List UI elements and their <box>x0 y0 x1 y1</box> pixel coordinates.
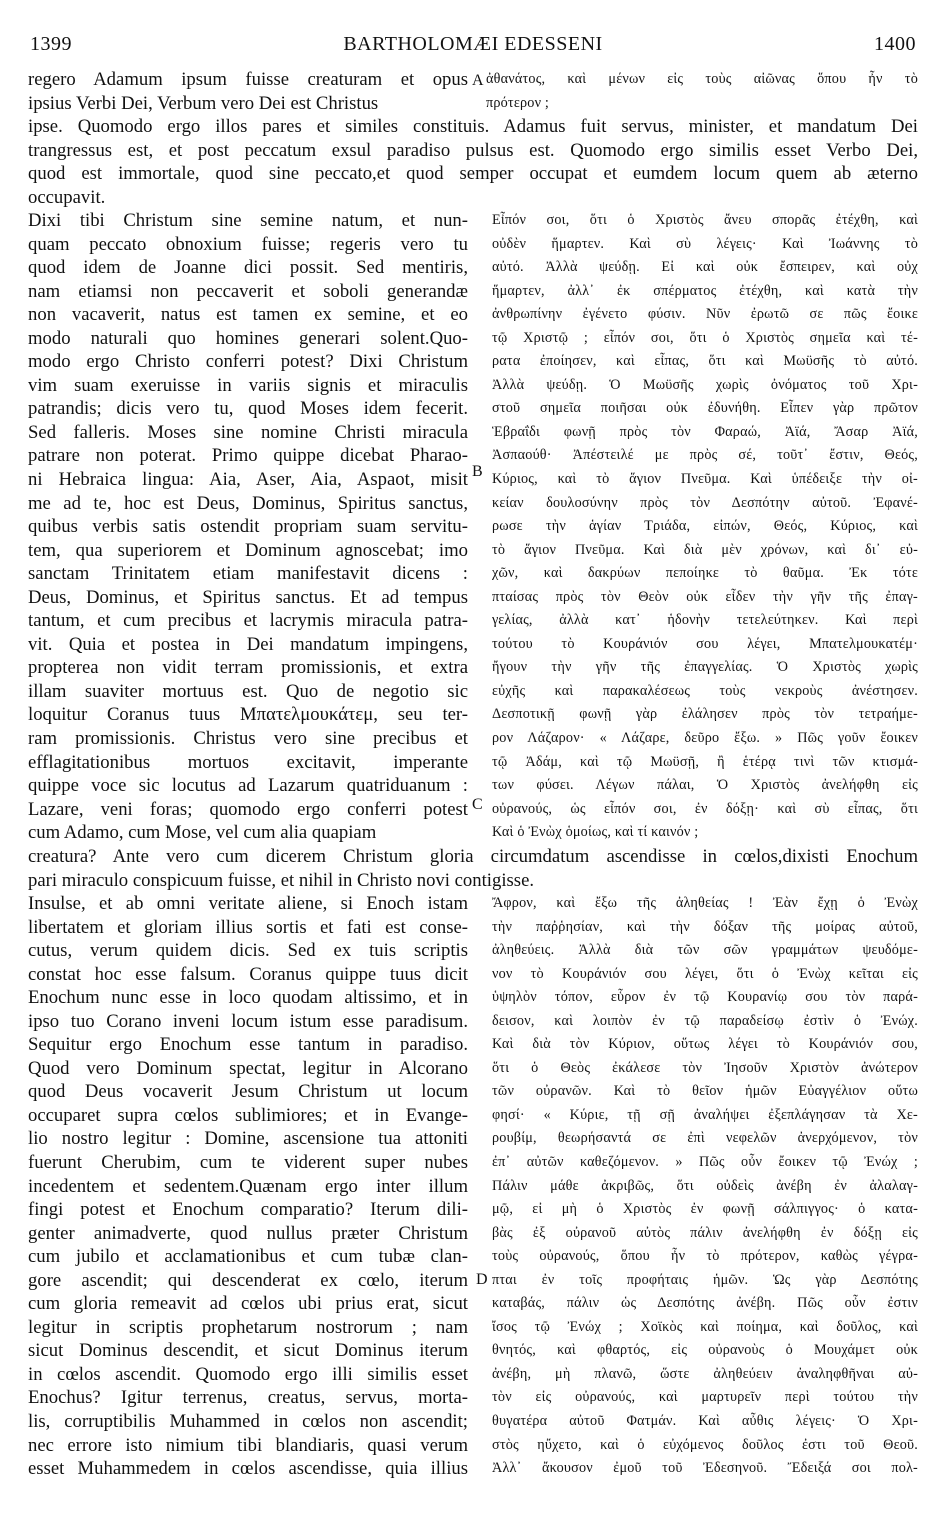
text-line: Ἑβραΐδι φωνῇ πρὸς τὸν Φαραώ, Ἀϊά, Ἄσαρ Ἀϊά, <box>492 423 918 440</box>
text-line: τῶν οὐρανῶν. Καὶ τὸ θεῖον ἡμῶν Εὐαγγέλιον οὕτω <box>492 1083 918 1100</box>
text-line: θυγατέρα αὐτοῦ Φατμάν. Καὶ αὖθις λέγεις· Ὁ Χρι- <box>492 1413 918 1430</box>
text-line: τὸν εἰς οὐρανούς, καὶ μαρτυρεῖν περὶ τούτου τὴν <box>492 1389 918 1406</box>
text-line: οὐδὲν ἥμαρτεν. Καὶ σὺ λέγεις· Καὶ Ἰωάννης τὸ <box>492 235 918 252</box>
margin-marker-d: D <box>476 1271 488 1288</box>
text-line: Καὶ ὁ Ἐνὼχ ὁμοίως, καὶ τί καινόν ; <box>492 824 699 841</box>
text-line: constat hoc esse falsum. Coranus quippe tuus dicit <box>28 963 468 985</box>
text-line: οὐρανούς, ὡς εἶπόν σοι, ἐν δόξῃ· καὶ σὺ εἶπας, ὅτι <box>492 800 918 817</box>
text-line: βὰς ἐξ οὐρανοῦ αὐτὸς πάλιν ἀνελήφθη ἐν δόξῃ εἰς <box>492 1224 918 1241</box>
text-line: Enochum nunc esse in loco quodam altissimo, et in <box>28 987 468 1009</box>
text-line: στὸς ηὔχετο, καὶ ὁ εὐχόμενος δοῦλος ἐστι τοῦ Θεοῦ. <box>492 1436 918 1453</box>
text-line: Dixi tibi Christum sine semine natum, et nun- <box>28 210 468 231</box>
text-line: trangressus est, et post peccatum exsul paradiso pulsus est. Quomodo ergo similis esset Verbo Dei, <box>28 139 918 161</box>
text-line: fingi potest et Enochum comparatio? Iterum dili- <box>28 1199 468 1221</box>
text-line: modo naturali quo homines generari solent.Quo- <box>28 327 468 349</box>
text-line: sicut Dominus descendit, et sicut Dominus iterum <box>28 1340 468 1362</box>
text-line: πται ἐν τοῖς προφήταις ἡμῶν. Ὡς γὰρ Δεσπότης <box>492 1271 918 1288</box>
text-line: modo ergo Christo conferri potest? Dixi Christum <box>28 351 468 373</box>
text-line: creatura? Ante vero cum dicerem Christum gloria circumdatum ascendisse in cœlos,dixisti Enochum <box>28 846 918 867</box>
text-line: Εἶπόν σοι, ὅτι ὁ Χριστὸς ἄνευ σπορᾶς ἐτέχθη, καὶ <box>492 212 918 228</box>
text-line: ἴσος τῷ Ἐνώχ ; Χοϊκὸς καὶ ποίημα, καὶ δοῦλος, καὶ <box>492 1318 918 1335</box>
text-line: nec errore isto nimium tibi blandiaris, quasi verum <box>28 1434 468 1456</box>
text-line: cutus, verum quidem dicis. Sed ex tuis scriptis <box>28 940 468 962</box>
text-line: Lazare, veni foras; quomodo ergo conferri potest <box>28 798 468 820</box>
text-line: quod idem de Joanne dici possit. Sed mentiris, <box>28 257 468 279</box>
text-line: γελίας, ἀλλὰ κατ᾽ ἡδονὴν τετελεύτηκεν. Καὶ περὶ <box>492 612 918 629</box>
text-line: ἤγουν τὴν γῆν τῆς ἐπαγγελίας. Ὁ Χριστὸς χωρὶς <box>492 659 918 676</box>
text-line: efflagitationibus mortuos excitavit, imperante <box>28 751 468 773</box>
text-line: occuparet supra cœlos sublimiores; et in Evange- <box>28 1104 468 1126</box>
text-line: patrare non poterat. Primo quippe dicebat Pharao- <box>28 445 468 467</box>
left-column-number: 1399 <box>30 33 72 55</box>
text-line: Κύριος, καὶ τὸ ἅγιον Πνεῦμα. Καὶ ὑπέδειξε τὴν οἰ- <box>492 471 918 488</box>
running-title: BARTHOLOMÆI EDESSENI <box>343 33 603 55</box>
text-line: φησί· « Κύριε, τῇ σῇ ἀναλήψει ἐξεπλάγησαν τὰ Χε- <box>492 1106 918 1123</box>
text-line: regero Adamum ipsum fuisse creaturam et opus <box>28 69 468 90</box>
text-line: δεισον, καὶ λοιπὸν ἐν τῷ παραδείσῳ ἐστὶν ὁ Ἐνώχ. <box>492 1012 918 1029</box>
text-line: ρατα ἐποίησεν, καὶ εἶπας, ὅτι καὶ Μωϋσῆς τὸ αὐτό. <box>492 353 918 370</box>
text-line: quod est immortale, quod sine peccato,et quod semper occupat et eumdem locum quem ab æterno <box>28 163 918 185</box>
text-line: πρότερον ; <box>486 94 550 111</box>
text-line: ρωσε τὴν ἁγίαν Τριάδα, εἰπών, Θεός, Κύριος, καὶ <box>492 518 918 535</box>
text-line: fuerunt Cherubim, cum te viderent super nubes <box>28 1152 468 1174</box>
text-line: illam suaviter mortuus est. Quo de negotio sic <box>28 680 468 702</box>
text-line: ipsius Verbi Dei, Verbum vero Dei est Christus <box>28 92 379 114</box>
text-line: στοῦ σημεῖα ποιῆσαι οὐκ ἐδυνήθη. Εἶπεν γὰρ πρῶτον <box>492 400 918 417</box>
text-line: Enochus? Igitur terrenus, creatus, servus, morta- <box>28 1387 468 1409</box>
margin-marker-c: C <box>472 796 483 813</box>
text-line: Δεσποτικῇ φωνῇ γὰρ ἐλάλησεν πρὸς τὸν τετραήμε- <box>492 706 918 723</box>
text-line: quam peccato obnoxium fuisse; regeris vero tu <box>28 233 468 255</box>
text-line: ὑψηλὸν τόπον, εὗρον ἐν τῷ Κουρανίῳ σου τὸν παρά- <box>492 989 918 1006</box>
text-line: cum jubilo et acclamationibus et cum tubæ clan- <box>28 1246 468 1268</box>
text-line: occupavit. <box>28 186 106 208</box>
text-line: me ad te, hoc est Deus, Dominus, Spiritus sanctus, <box>28 492 468 514</box>
text-line: Ἀσπαούθ· Ἀπέστειλέ με πρὸς σέ, τοῦτ᾽ ἔστιν, Θεός, <box>492 447 918 464</box>
text-line: ἐπ᾽ αὐτῶν καθεζόμενον. » Πῶς οὖν ἔοικεν τῷ Ἐνώχ ; <box>492 1154 918 1171</box>
text-line: των φύσει. Λέγων πάλαι, Ὁ Χριστὸς ἀνελήφθη εἰς <box>492 777 918 794</box>
text-line: Ἀλλὰ ψεύδῃ. Ὁ Μωϋσῆς χωρὶς ὀνόματος τοῦ Χρι- <box>492 376 918 393</box>
text-line: Sequitur ergo Enochum esse tantum in paradiso. <box>28 1034 468 1056</box>
text-line: ρον Λάζαρον· « Λάζαρε, δεῦρο ἔξω. » Πῶς γοῦν ἔοικεν <box>492 730 918 747</box>
text-line: ipso tuo Corano inveni locum istum esse paradisum. <box>28 1010 468 1032</box>
text-line: cum gloria remeavit ad cœlos ubi prius erat, sicut <box>28 1293 468 1315</box>
text-line: libertatem et gloriam illius sortis et fati est conse- <box>28 916 468 938</box>
text-line: legitur in scriptis prophetarum nostrorum ; nam <box>28 1316 468 1338</box>
text-line: esset Muhammedem in cœlos ascendisse, quia illius <box>28 1458 468 1480</box>
running-header <box>30 33 916 57</box>
text-line: τῷ Ἀδάμ, καὶ τῷ Μωϋσῇ, ἢ ἑτέρᾳ τινὶ τῶν κτισμά- <box>492 753 918 770</box>
text-line: καταβάς, πάλιν ὡς Δεσπότης ἀνέβη. Πῶς οὖν ἐστιν <box>492 1295 918 1312</box>
text-line: ipse. Quomodo ergo illos pares et similes constituis. Adamus fuit servus, minister, et mandatum Dei <box>28 116 918 137</box>
text-line: nam etiamsi non peccaverit et soboli generandæ <box>28 280 468 302</box>
text-line: quippe voce sic locutus ad Lazarum quatriduanum : <box>28 775 468 797</box>
text-line: incedentem et sedentem.Quænam ergo inter illum <box>28 1175 468 1197</box>
text-line: εὐχῆς καὶ παρακαλέσεως τοὺς νεκροὺς ἀνέστησεν. <box>492 682 918 699</box>
text-line: patrandis; dicis vero tu, quod Moses idem fecerit. <box>28 398 468 420</box>
text-line: tantum, et cum precibus et lacrymis miracula patra- <box>28 610 468 632</box>
text-line: ram promissionis. Christus vero sine precibus et <box>28 728 468 750</box>
margin-marker-a: A <box>472 72 484 89</box>
text-line: πταίσας πρὸς τὸν Θεὸν οὐκ εἶδεν τὴν γῆν τῆς ἐπαγ- <box>492 588 918 605</box>
text-line: Deus, Dominus, et Spiritus sanctus. Et ad tempus <box>28 586 468 608</box>
text-line: in cœlos ascendit. Quomodo ergo illi similis esset <box>28 1363 468 1385</box>
text-line: quod Deus vocaverit Jesum Christum ut locum <box>28 1081 468 1103</box>
text-line: tem, qua superiorem et Dominum agnoscebat; imo <box>28 539 468 561</box>
text-line: ρουβίμ, θεωρήσαντά σε ἐπὶ νεφελῶν ἀνερχόμενον, τὸν <box>492 1130 918 1147</box>
text-line: ἀνέβη, μὴ πλανῶ, ὥστε ἀληθεύειν ἀναληφθῆναι αὐ- <box>492 1365 918 1382</box>
text-line: τῷ Χριστῷ ; εἶπόν σοι, ὅτι ὁ Χριστὸς σημεῖα καὶ τέ- <box>492 329 918 346</box>
text-line: vit. Quia et postea in Dei mandatum impingens, <box>28 633 468 655</box>
text-line: Insulse, et ab omni veritate aliene, si Enoch istam <box>28 893 468 914</box>
text-line: lis, corruptibilis Muhammed in cœlos non ascendit; <box>28 1411 468 1433</box>
text-line: sanctam Trinitatem etiam manifestavit dicens : <box>28 563 468 585</box>
text-line: Sed falleris. Moses sine nomine Christi miracula <box>28 421 468 443</box>
text-line: ἀληθεύεις. Ἀλλὰ διὰ τῶν σῶν γραμμάτων ψευδόμε- <box>492 942 918 959</box>
text-line: Ἀλλ᾽ ἄκουσον ἐμοῦ τοῦ Ἐδεσηνοῦ. Ἔδειξά σοι πολ- <box>492 1460 918 1477</box>
text-line: τούτου τὸ Κουράνιόν σου λέγει, Μπατελμουκατέμ· <box>492 635 918 652</box>
text-line: θνητός, καὶ φθαρτός, εἰς οὐρανοὺς ὁ Μουχάμετ οὐκ <box>492 1342 918 1359</box>
text-line: μῷ, εἰ μὴ ὁ Χριστὸς ἐν φωνῇ σάλπιγγος· ὁ κατα- <box>492 1201 918 1218</box>
text-line: ἥμαρτεν, ἀλλ᾽ ἐκ σπέρματος ἐτέχθη, καὶ κατὰ τὴν <box>492 282 918 299</box>
text-line: vim suam exeruisse in variis signis et miraculis <box>28 374 468 396</box>
text-line: ἀνθρωπίνην ἐγένετο φύσιν. Νῦν ἐρωτῶ σε πῶς ἔοικε <box>492 306 918 323</box>
text-line: propterea non vidit terram promissionis, et extra <box>28 657 468 679</box>
text-line: loquitur Coranus tuus Μπατελμουκάτεμ, seu ter- <box>28 704 468 726</box>
margin-marker-b: B <box>472 463 483 480</box>
text-line: gore ascendit; qui descenderat ex cœlo, iterum <box>28 1269 468 1291</box>
text-line: ni Hebraica lingua: Aia, Aser, Aia, Aspaot, misit <box>28 469 468 491</box>
text-line: τοὺς οὐρανούς, ὅπου ἦν τὸ πρότερον, καθὼς γέγρα- <box>492 1248 918 1265</box>
text-line: νον τὸ Κουράνιόν σου λέγει, ὅτι ὁ Ἐνὼχ κεῖται εἰς <box>492 965 918 982</box>
text-line: lio nostro legitur : Domine, ascensione tua attoniti <box>28 1128 468 1150</box>
right-column-number: 1400 <box>874 33 916 55</box>
text-line: ἀθανάτος, καὶ μένων εἰς τοὺς αἰῶνας ὅπου ἦν τὸ <box>486 71 918 87</box>
text-line: Ἄφρον, καὶ ἔξω τῆς ἀληθείας ! Ἐὰν ἔχῃ ὁ Ἐνὼχ <box>492 895 918 911</box>
text-line: pari miraculo conspicuum fuisse, et nihil in Christo novi contigisse. <box>28 869 535 891</box>
text-line: cum Adamo, cum Mose, vel cum alia quapiam <box>28 822 377 844</box>
text-line: Πάλιν μάθε ἀκριβῶς, ὅτι οὐδεὶς ἀνέβη ἐν ἀλαλαγ- <box>492 1177 918 1194</box>
text-line: quibus verbis satis ostendit propriam suam servitu- <box>28 516 468 538</box>
text-line: genter animadverte, quod nullus præter Christum <box>28 1222 468 1244</box>
text-line: τὴν παῤῥησίαν, καὶ τὴν δόξαν τῆς μοίρας αὐτοῦ, <box>492 918 918 935</box>
text-line: κείαν δουλοσύνην πρὸς τὸν Δεσπότην αὐτοῦ. Ἐφανέ- <box>492 494 918 511</box>
text-line: ὅτι ὁ Θεὸς ἐκάλεσε τὸν Ἰησοῦν Χριστὸν ἀνώτερον <box>492 1059 918 1076</box>
text-line: non vacaverit, natus est tamen ex semine, et eo <box>28 304 468 326</box>
text-line: χῶν, καὶ δακρύων πεποίηκε τὸ θαῦμα. Ἐκ τότε <box>492 565 918 582</box>
text-line: Καὶ διὰ τὸν Κύριον, οὕτως λέγει τὸ Κουράνιόν σου, <box>492 1036 918 1053</box>
text-line: τὸ ἅγιον Πνεῦμα. Καὶ διὰ μὲν χρόνων, καὶ δι᾽ εὐ- <box>492 541 918 558</box>
text-line: αὐτό. Ἀλλὰ ψεύδῃ. Εἰ καὶ οὐκ ἔσπειρεν, καὶ οὐχ <box>492 259 918 276</box>
text-line: Quod vero Dominum spectat, legitur in Alcorano <box>28 1057 468 1079</box>
